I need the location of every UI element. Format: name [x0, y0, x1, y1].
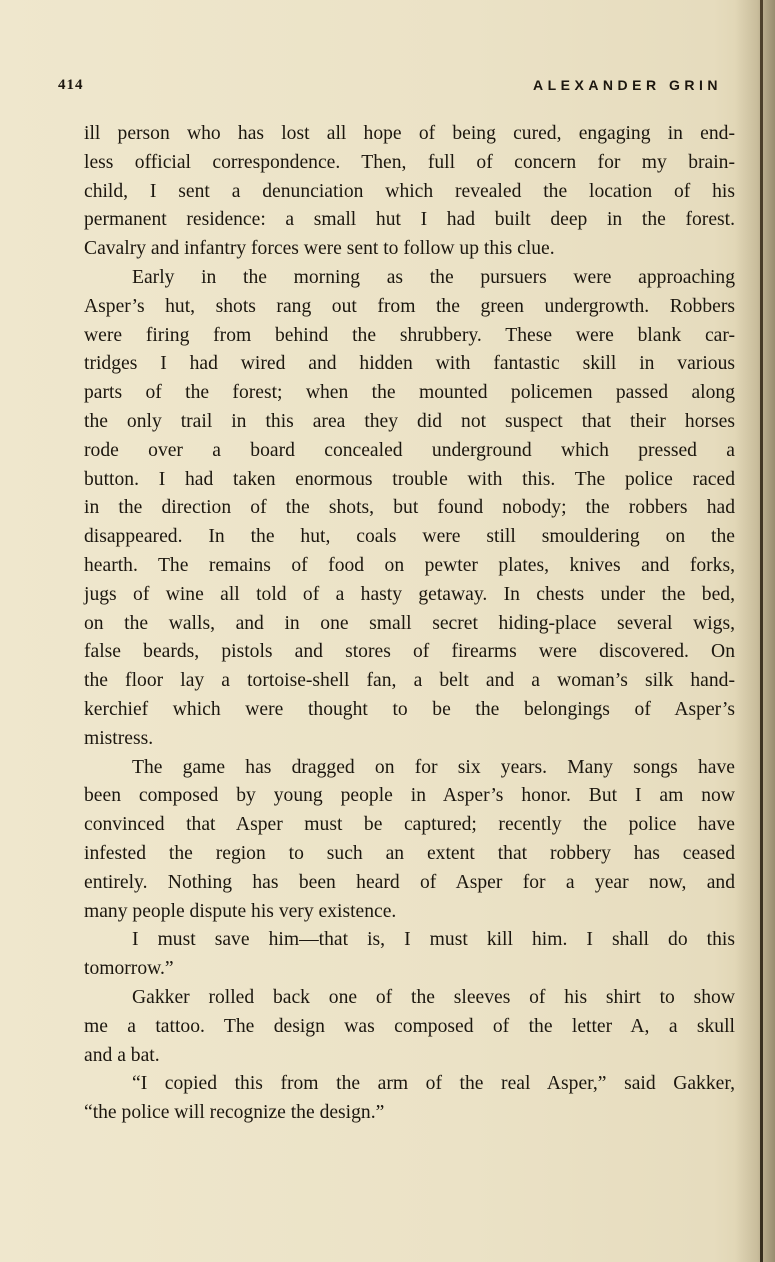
- text-line: convinced that Asper must be captured; recently the police have: [84, 814, 735, 836]
- text-line: jugs of wine all told of a hasty getaway. In chests under the bed,: [84, 583, 735, 605]
- text-line: been composed by young people in Asper’s honor. But I am now: [84, 785, 735, 807]
- text-line: the floor lay a tortoise-shell fan, a belt and a woman’s silk hand-: [84, 670, 735, 692]
- text-line: me a tattoo. The design was composed of the letter A, a skull: [84, 1015, 735, 1037]
- page-edge-shadow: [735, 0, 775, 1262]
- page-edge: [760, 0, 763, 1262]
- text-line: child, I sent a denunciation which revealed the location of his: [84, 180, 735, 202]
- text-line: ill person who has lost all hope of being cured, engaging in end-: [84, 123, 735, 144]
- text-line: hearth. The remains of food on pewter plates, knives and forks,: [84, 554, 735, 576]
- text-line: on the walls, and in one small secret hiding-place several wigs,: [84, 612, 735, 634]
- text-line: entirely. Nothing has been heard of Asper for a year now, and: [84, 871, 735, 893]
- running-head: ALEXANDER GRIN: [532, 77, 722, 93]
- text-line: tridges I had wired and hidden with fantastic skill in various: [84, 353, 735, 375]
- text-line: The game has dragged on for six years. Many songs have: [132, 756, 735, 778]
- text-line: disappeared. In the hut, coals were still smouldering on the: [84, 526, 735, 548]
- text-line: parts of the forest; when the mounted policemen passed along: [84, 382, 735, 404]
- text-line: and a bat.: [84, 1044, 160, 1066]
- text-line: tomorrow.”: [84, 958, 174, 980]
- paragraph: [84, 754, 735, 927]
- paragraph: [84, 926, 735, 984]
- text-line: Cavalry and infantry forces were sent to follow up this clue.: [84, 238, 555, 260]
- text-line: many people dispute his very existence.: [84, 900, 397, 922]
- text-line: were firing from behind the shrubbery. These were blank car-: [84, 324, 735, 346]
- body-text: [84, 120, 735, 1128]
- text-line: permanent residence: a small hut I had built deep in the forest.: [84, 209, 735, 231]
- page-number: 414: [58, 77, 84, 93]
- text-line: mistress.: [84, 727, 154, 749]
- text-line: kerchief which were thought to be the belongings of Asper’s: [84, 698, 735, 720]
- text-line: I must save him—that is, I must kill him. I shall do this: [132, 929, 735, 951]
- paragraph: [84, 984, 735, 1070]
- page-header: [58, 77, 722, 101]
- text-line: Early in the morning as the pursuers were approaching: [132, 266, 735, 288]
- text-line: Gakker rolled back one of the sleeves of his shirt to show: [132, 986, 735, 1008]
- text-line: infested the region to such an extent that robbery has ceased: [84, 842, 735, 864]
- text-line: Asper’s hut, shots rang out from the green undergrowth. Robbers: [84, 295, 735, 317]
- text-line: false beards, pistols and stores of firearms were discovered. On: [84, 641, 735, 663]
- text-line: “the police will recognize the design.”: [84, 1102, 385, 1124]
- text-line: button. I had taken enormous trouble with this. The police raced: [84, 468, 735, 490]
- paragraph: [84, 1070, 735, 1128]
- paragraph: [84, 120, 735, 264]
- text-line: “I copied this from the arm of the real Asper,” said Gakker,: [132, 1073, 735, 1095]
- text-line: the only trail in this area they did not suspect that their horses: [84, 410, 735, 432]
- paragraph: [84, 264, 735, 754]
- text-line: less official correspondence. Then, full of concern for my brain-: [84, 151, 735, 173]
- text-line: rode over a board concealed underground which pressed a: [84, 439, 735, 461]
- text-line: in the direction of the shots, but found nobody; the robbers had: [84, 497, 735, 519]
